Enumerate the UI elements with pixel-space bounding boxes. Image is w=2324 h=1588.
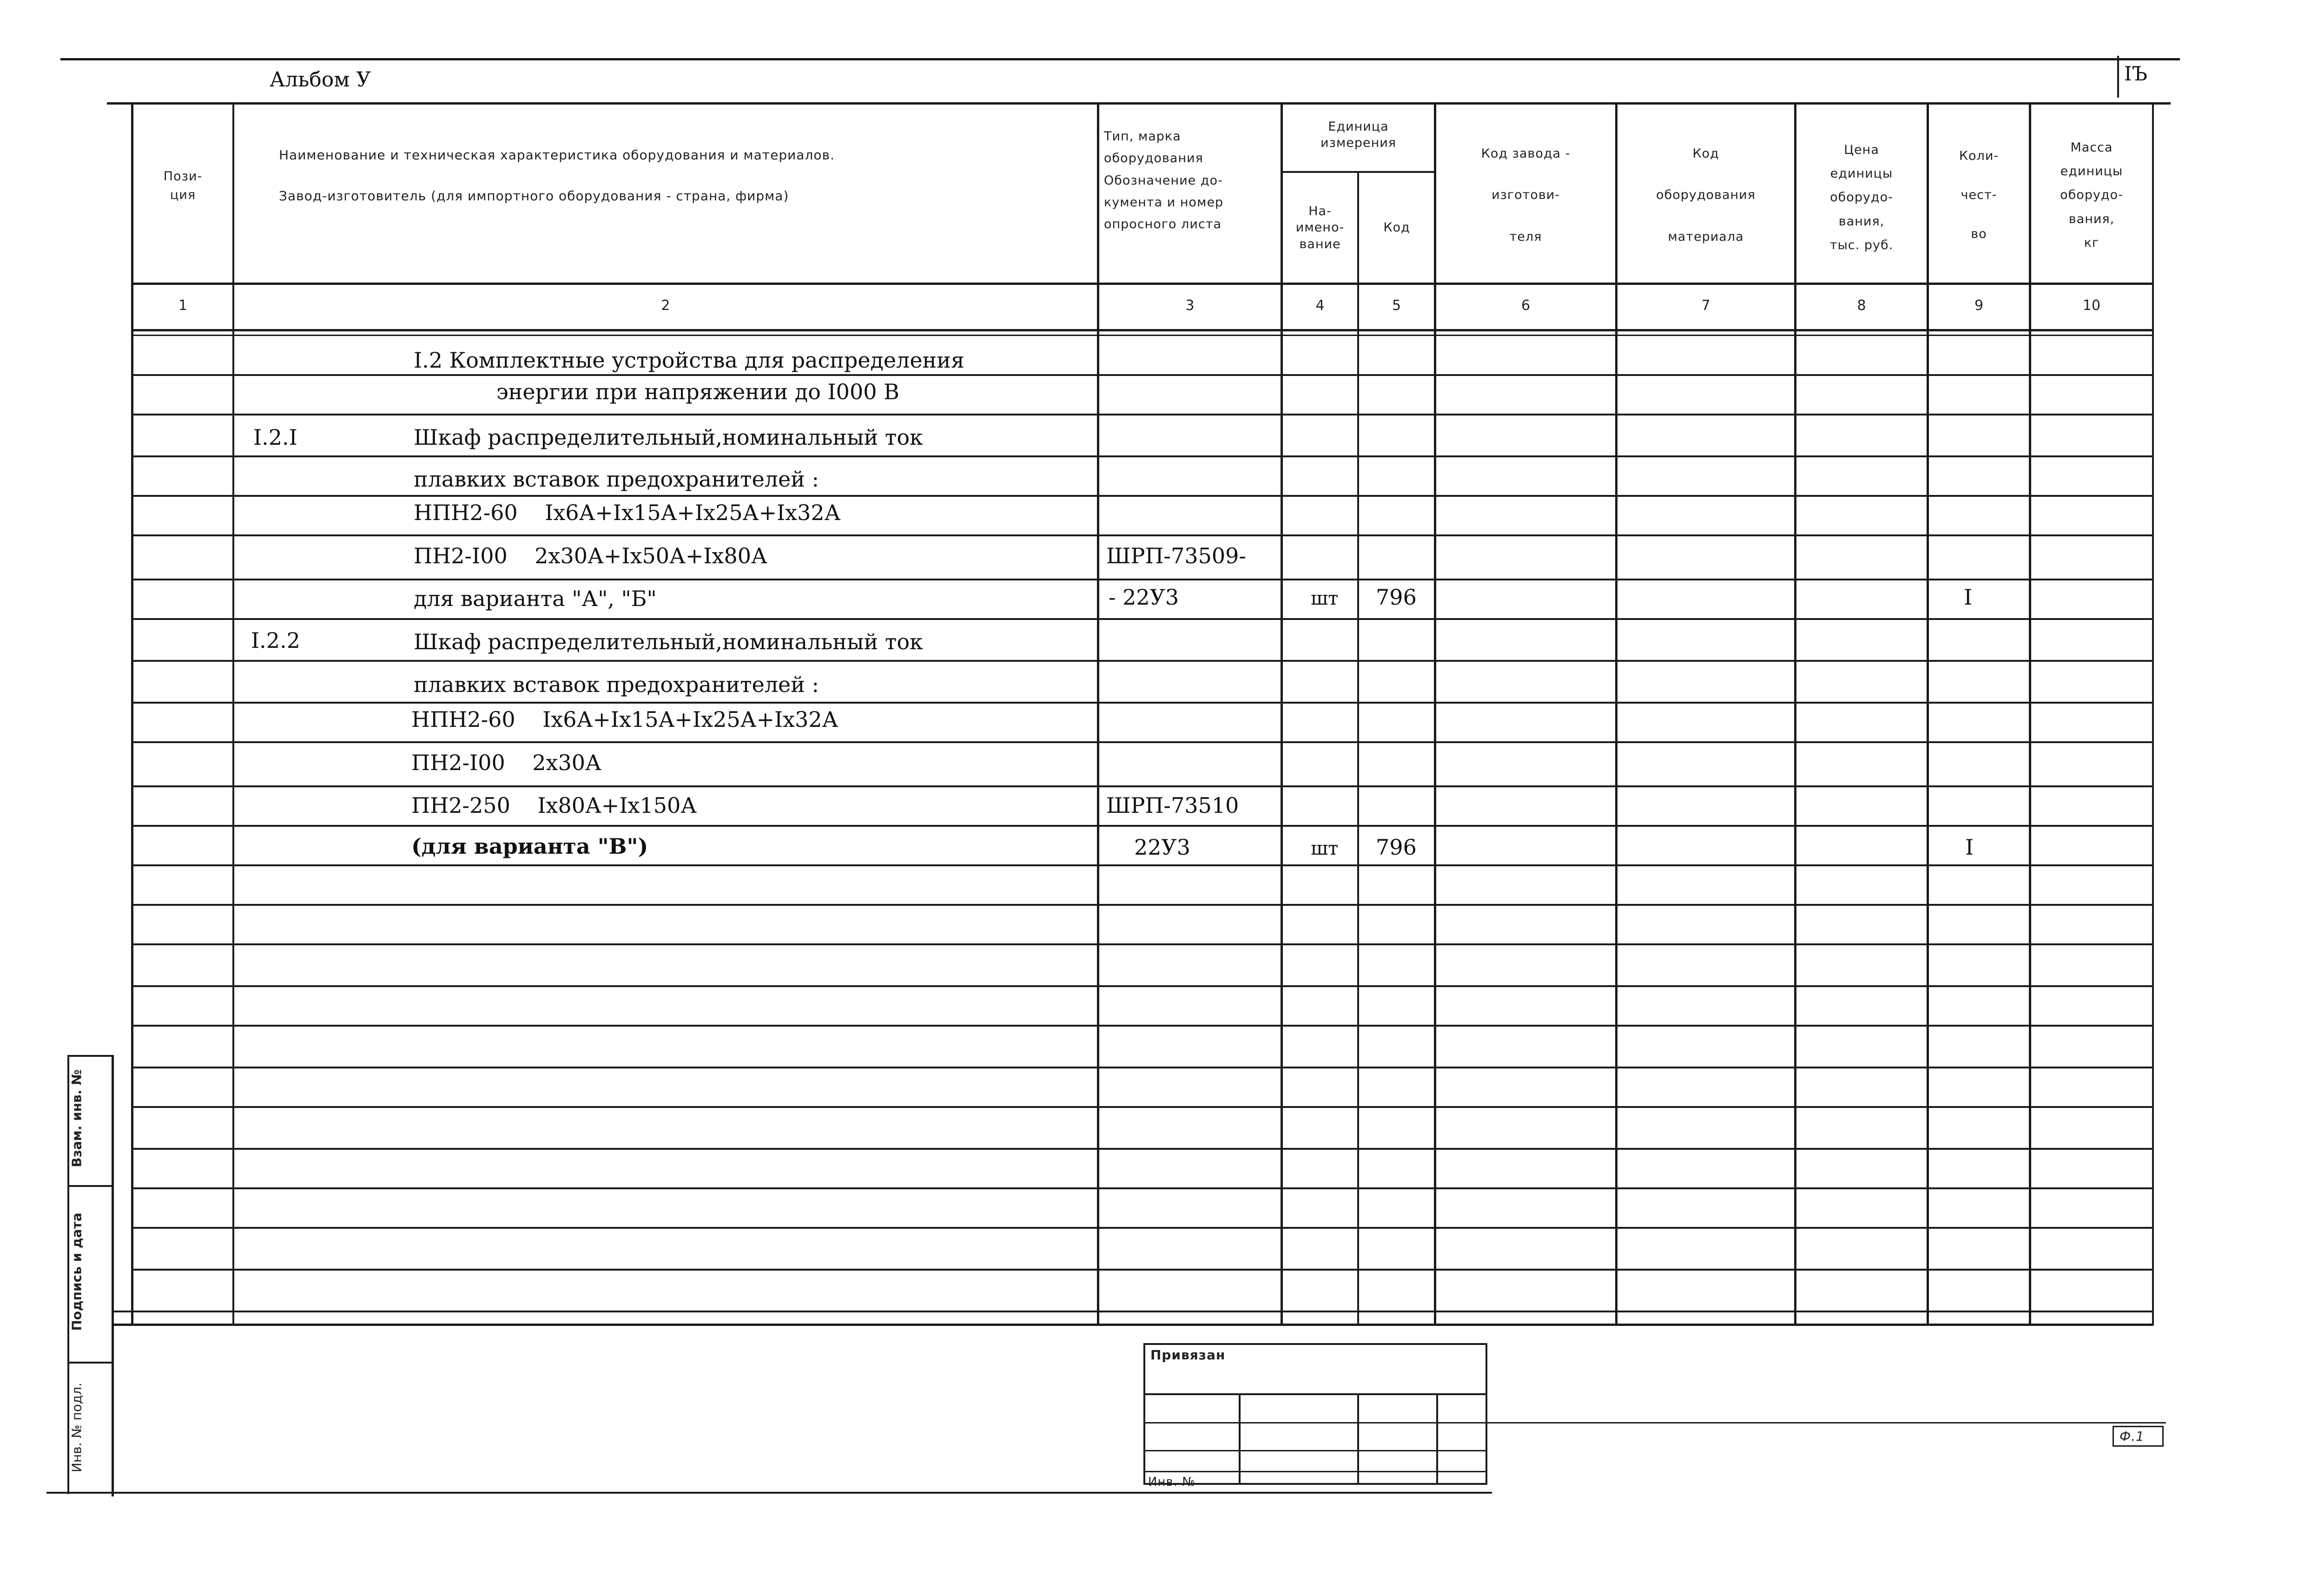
header-quantity: Коли- чест- во bbox=[1959, 149, 1999, 241]
row-line-21 bbox=[131, 1187, 2153, 1189]
table-bottom-line bbox=[112, 1324, 2153, 1326]
colnum-9: 9 bbox=[1974, 297, 1984, 314]
header-type: Тип, марка оборудования Обозначение до- кумента и номер опросного листа bbox=[1104, 129, 1224, 231]
top-rule-line bbox=[107, 102, 2171, 105]
side-panel-top bbox=[67, 1055, 112, 1057]
item-name: Шкаф распределительный,номинальный ток bbox=[414, 425, 923, 450]
stamp-line-1 bbox=[1143, 1393, 1487, 1395]
colnum-bottom-line-2 bbox=[131, 335, 2153, 336]
header-position: Пози- ция bbox=[163, 169, 203, 202]
header-price: Цена единицы оборудо- вания, тыс. руб. bbox=[1829, 142, 1894, 252]
col-divider-1 bbox=[232, 103, 234, 1325]
colnum-6: 6 bbox=[1521, 297, 1531, 314]
item-name: ПН2-I00 2х30А bbox=[411, 750, 601, 775]
header-bottom-line bbox=[131, 283, 2153, 285]
col-divider-4 bbox=[1357, 172, 1359, 1325]
stamp-line-4 bbox=[1143, 1471, 1487, 1472]
row-line-17 bbox=[131, 1025, 2153, 1027]
colnum-10: 10 bbox=[2082, 297, 2101, 314]
item-name: I.2 Комплектные устройства для распределения bbox=[414, 348, 964, 373]
col-divider-2 bbox=[1097, 103, 1099, 1325]
item-unit-code: 796 bbox=[1376, 585, 1417, 610]
bottom-frame-line bbox=[46, 1492, 1492, 1494]
row-line-19 bbox=[131, 1106, 2153, 1108]
item-quantity: I bbox=[1964, 585, 1973, 610]
header-unit-code: Код bbox=[1383, 220, 1410, 235]
item-type: ШРП-73510 bbox=[1106, 793, 1239, 818]
item-name: плавких вставок предохранителей : bbox=[414, 672, 819, 697]
stamp-right-line bbox=[1487, 1422, 2166, 1423]
item-name: НПН2-60 Iх6А+Iх15А+Iх25А+Iх32А bbox=[411, 707, 838, 732]
side-label-inv-original: Инв. № подл. bbox=[69, 1382, 85, 1473]
row-line-14 bbox=[131, 904, 2153, 906]
stamp-col-1 bbox=[1239, 1393, 1241, 1484]
colnum-7: 7 bbox=[1701, 297, 1710, 314]
stamp-col-2 bbox=[1357, 1393, 1359, 1484]
side-panel-divider-1 bbox=[67, 1185, 112, 1187]
header-mass: Масса единицы оборудо- вания, кг bbox=[2060, 140, 2123, 250]
row-line-23 bbox=[131, 1269, 2153, 1271]
side-label-signature-date: Подпись и дата bbox=[69, 1212, 85, 1331]
item-name: для варианта "А", "Б" bbox=[414, 586, 657, 611]
item-type: 22У3 bbox=[1134, 835, 1191, 860]
row-line-1 bbox=[131, 374, 2153, 376]
row-line-2 bbox=[131, 414, 2153, 415]
item-name: НПН2-60 Iх6А+Iх15А+Iх25А+Iх32А bbox=[414, 500, 841, 525]
row-line-16 bbox=[131, 985, 2153, 987]
item-name: ПН2-250 Iх80А+Iх150А bbox=[411, 793, 697, 818]
album-title: Альбом У bbox=[270, 68, 371, 92]
item-type: ШРП-73509- bbox=[1106, 543, 1246, 568]
stamp-line-3 bbox=[1143, 1450, 1487, 1451]
item-name: плавких вставок предохранителей : bbox=[414, 467, 819, 492]
row-line-7 bbox=[131, 618, 2153, 620]
row-line-8 bbox=[131, 660, 2153, 662]
colnum-1: 1 bbox=[178, 297, 188, 314]
row-line-3 bbox=[131, 455, 2153, 457]
stamp-line-2 bbox=[1143, 1422, 1487, 1423]
col-divider-5 bbox=[1434, 103, 1436, 1325]
row-line-11 bbox=[131, 785, 2153, 787]
table-left-border bbox=[131, 103, 133, 1325]
top-border-line bbox=[60, 58, 2180, 60]
row-line-4 bbox=[131, 495, 2153, 497]
header-unit-name: На- имено- вание bbox=[1295, 204, 1345, 251]
stamp-col-3 bbox=[1436, 1393, 1438, 1484]
row-line-6 bbox=[131, 579, 2153, 580]
header-name: Наименование и техническая характеристика оборудования и материалов. Завод-изготовитель (для импортного оборудования - страна, фирма) bbox=[279, 147, 835, 204]
colnum-8: 8 bbox=[1857, 297, 1866, 314]
item-quantity: I bbox=[1965, 835, 1974, 860]
col-divider-10 bbox=[2152, 103, 2154, 1325]
row-line-5 bbox=[131, 534, 2153, 536]
page-number: IЪ bbox=[2124, 62, 2147, 85]
row-line-24 bbox=[112, 1311, 2153, 1312]
row-line-13 bbox=[131, 864, 2153, 866]
item-name: ПН2-I00 2х30А+Iх50А+Iх80А bbox=[414, 543, 767, 568]
col-divider-8 bbox=[1927, 103, 1929, 1325]
item-unit: шт bbox=[1311, 588, 1339, 609]
item-type: - 22У3 bbox=[1109, 585, 1179, 610]
stamp-title: Привязан bbox=[1150, 1347, 1226, 1363]
corner-mark: Ф.1 bbox=[2119, 1429, 2145, 1444]
item-position: I.2.I bbox=[253, 425, 297, 450]
item-name: (для варианта "В") bbox=[411, 834, 648, 859]
item-name: Шкаф распределительный,номинальный ток bbox=[414, 629, 923, 654]
row-line-15 bbox=[131, 943, 2153, 945]
col-divider-7 bbox=[1794, 103, 1796, 1325]
stamp-bottom-label: Инв. № bbox=[1148, 1475, 1195, 1489]
colnum-5: 5 bbox=[1392, 297, 1401, 314]
colnum-bottom-line-1 bbox=[131, 329, 2153, 331]
units-subheader-line bbox=[1282, 171, 1435, 173]
col-divider-6 bbox=[1615, 103, 1618, 1325]
header-equipment-code: Код оборудования материала bbox=[1656, 146, 1756, 244]
row-line-9 bbox=[131, 702, 2153, 704]
item-unit: шт bbox=[1311, 838, 1339, 859]
colnum-4: 4 bbox=[1315, 297, 1325, 314]
col-divider-9 bbox=[2029, 103, 2031, 1325]
col-divider-3 bbox=[1281, 103, 1283, 1325]
side-label-replace-inv: Взам. инв. № bbox=[69, 1069, 85, 1167]
row-line-20 bbox=[131, 1148, 2153, 1150]
row-line-10 bbox=[131, 741, 2153, 743]
header-factory-code: Код завода - изготови- теля bbox=[1481, 146, 1571, 244]
page-number-divider bbox=[2117, 56, 2119, 98]
header-units: Единица измерения bbox=[1320, 119, 1397, 150]
row-line-22 bbox=[131, 1227, 2153, 1229]
colnum-2: 2 bbox=[661, 297, 670, 314]
row-line-18 bbox=[131, 1067, 2153, 1068]
item-name: энергии при напряжении до I000 В bbox=[496, 379, 899, 404]
colnum-3: 3 bbox=[1185, 297, 1195, 314]
row-line-12 bbox=[131, 825, 2153, 827]
item-unit-code: 796 bbox=[1376, 835, 1417, 860]
item-position: I.2.2 bbox=[251, 628, 300, 653]
